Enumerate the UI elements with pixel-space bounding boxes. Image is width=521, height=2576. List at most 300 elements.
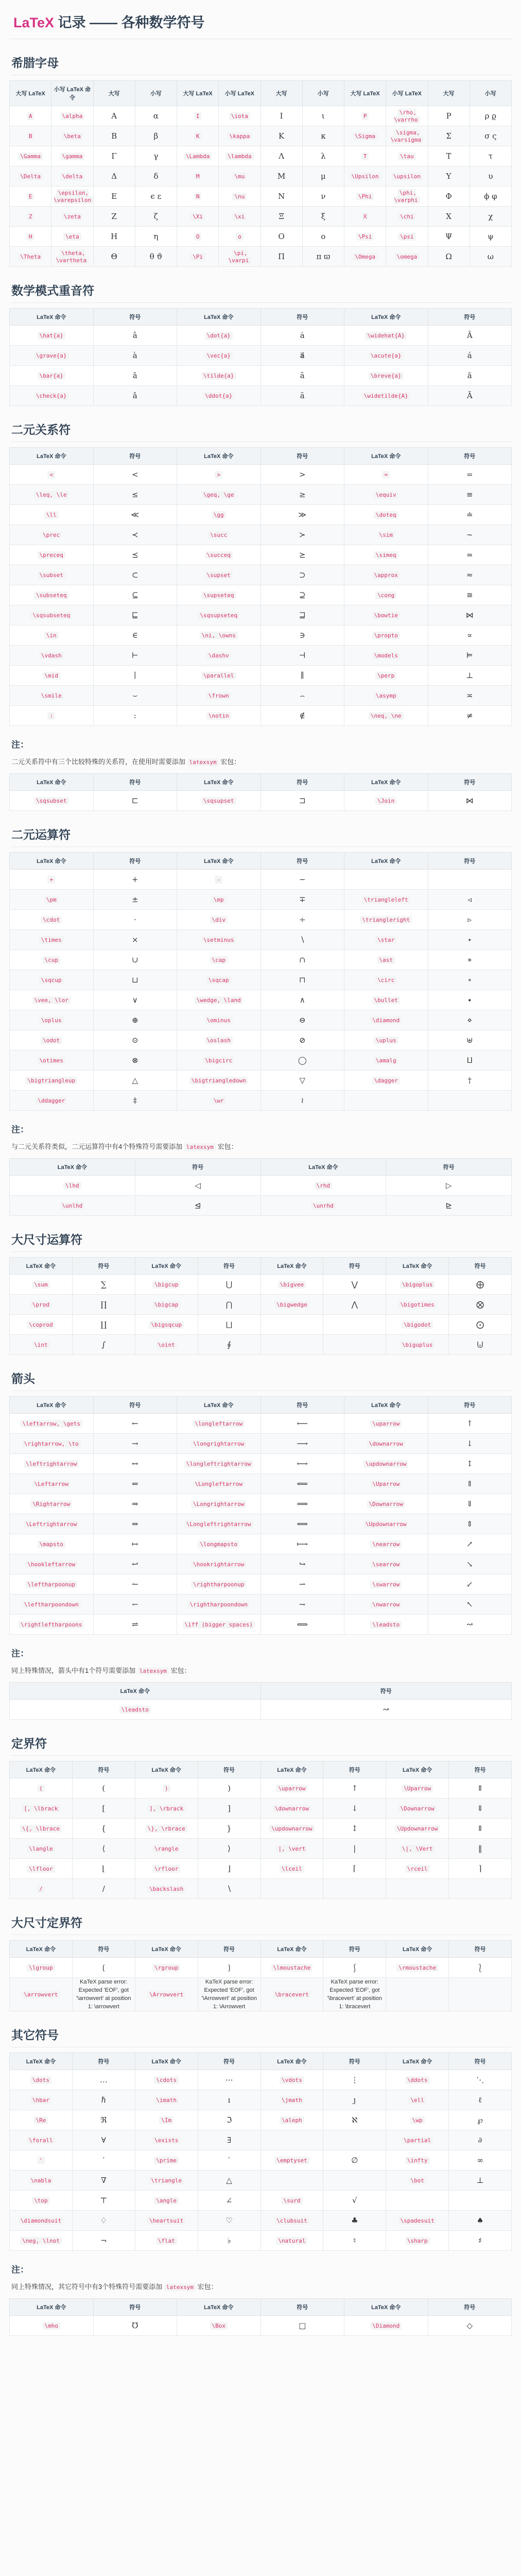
section-arrows: 箭头 (11, 1369, 512, 1391)
symbol-cell (260, 950, 344, 970)
symbol-glyph: η (153, 232, 159, 241)
symbol-cell (260, 1071, 344, 1091)
symbol-cell (428, 1071, 512, 1091)
latex-command: \oslash (205, 1037, 233, 1044)
column-header: 符号 (198, 2053, 260, 2070)
symbol-glyph: ϵ ε (150, 192, 162, 201)
latex-command: A (27, 112, 34, 120)
symbol-glyph: ◃ (467, 895, 472, 904)
symbol-glyph: : (133, 711, 136, 720)
header-row (10, 853, 512, 870)
command-cell (219, 207, 260, 227)
latex-command: < (47, 471, 55, 479)
latex-command: \nu (232, 193, 247, 200)
command-cell (386, 106, 428, 126)
latex-command: \odot (41, 1037, 62, 1044)
table-body (10, 106, 512, 267)
command-cell (344, 646, 428, 666)
symbol-glyph: ] (228, 1804, 231, 1813)
column-header: 小写 LaTeX (386, 81, 428, 106)
latex-command: \ddagger (36, 1097, 67, 1105)
command-cell (386, 1799, 449, 1819)
command-cell (344, 545, 428, 565)
command-cell (260, 2171, 323, 2191)
command-cell (135, 1819, 198, 1839)
symbol-glyph: ∋ (299, 631, 305, 640)
latex-command: \ominus (205, 1016, 233, 1024)
table-body (10, 2070, 512, 2251)
command-cell (177, 1514, 261, 1534)
symbol-cell (323, 1839, 386, 1859)
symbol-glyph: ≅ (466, 590, 473, 600)
symbol-cell (93, 646, 177, 666)
section-misc: 其它符号 (11, 2026, 512, 2047)
latex-command: \cdot (41, 916, 62, 924)
symbol-cell (323, 1978, 386, 2011)
command-cell (51, 187, 93, 207)
command-cell (10, 166, 51, 187)
symbol-cell (260, 386, 344, 406)
symbol-cell (428, 106, 470, 126)
symbol-cell (323, 1958, 386, 1978)
column-header: 符号 (198, 1941, 260, 1958)
command-cell (10, 890, 94, 910)
symbol-cell (260, 605, 344, 625)
command-cell (344, 950, 428, 970)
symbol-glyph: ⟨ (102, 1844, 106, 1853)
misc-table (9, 2053, 512, 2251)
symbol-glyph: Ο (278, 232, 285, 241)
column-header: LaTeX 命令 (344, 309, 428, 326)
command-cell (177, 990, 261, 1010)
symbol-cell (260, 525, 344, 545)
command-cell (10, 1434, 94, 1454)
symbol-cell (260, 1414, 344, 1434)
symbol-cell (93, 545, 177, 565)
symbol-cell (260, 565, 344, 585)
column-header: 符号 (428, 2299, 512, 2316)
latex-command: \Delta (18, 173, 43, 180)
column-header: LaTeX 命令 (177, 853, 261, 870)
command-cell (344, 1414, 428, 1434)
table-row (10, 1534, 512, 1554)
latex-command: \eta (63, 233, 81, 241)
command-cell (177, 146, 219, 166)
command-cell (386, 126, 428, 146)
latex-command: \jmath (280, 2096, 304, 2104)
symbol-cell (260, 326, 344, 346)
symbol-glyph: ı (228, 2095, 231, 2105)
latex-command: \mho (43, 2322, 61, 2330)
symbol-glyph: ⌋ (228, 1864, 231, 1873)
latex-command: \lceil (280, 1865, 304, 1873)
symbol-cell (323, 1295, 386, 1315)
command-cell (177, 1091, 261, 1111)
command-cell (260, 2211, 323, 2231)
symbol-cell (428, 227, 470, 247)
latex-command: \notin (206, 712, 231, 720)
latex-command: \aleph (280, 2116, 304, 2124)
command-cell (344, 207, 386, 227)
symbol-cell (260, 166, 302, 187)
command-cell (386, 1295, 449, 1315)
symbol-cell (198, 2231, 260, 2251)
greek-table (9, 80, 512, 267)
command-cell (10, 2316, 94, 2336)
symbol-cell (428, 791, 512, 811)
table-row (10, 585, 512, 605)
command-cell (135, 2211, 198, 2231)
symbol-glyph: ⟶ (297, 1439, 308, 1448)
command-cell (260, 1839, 323, 1859)
command-cell (177, 870, 261, 890)
command-cell (10, 1819, 73, 1839)
table-body (10, 2316, 512, 2336)
symbol-glyph: ⪰ (299, 550, 306, 560)
symbol-glyph: ′ (228, 2156, 230, 2165)
latex-command: \vec{a} (205, 352, 233, 360)
latex-command: \rfloor (152, 1865, 180, 1873)
column-header: LaTeX 命令 (386, 1761, 449, 1778)
table-body (10, 465, 512, 726)
symbol-glyph: ⊕ (131, 1015, 138, 1025)
column-header: LaTeX 命令 (260, 1159, 386, 1176)
symbol-glyph: ∐ (100, 1320, 107, 1329)
symbol-cell (93, 1050, 177, 1071)
symbol-glyph: Μ (277, 172, 286, 181)
table-row (10, 2070, 512, 2090)
symbol-glyph: ⇑ (466, 1479, 473, 1488)
symbol-cell (93, 1494, 177, 1514)
symbol-cell (135, 1196, 260, 1216)
latex-command: \arrowvert (22, 1991, 60, 1998)
command-cell (135, 1958, 198, 1978)
command-cell (10, 485, 94, 505)
symbol-glyph: Δ (111, 172, 117, 181)
latex-command: \rgroup (152, 1964, 180, 1972)
symbol-glyph: Γ (111, 151, 117, 161)
command-cell (51, 247, 93, 267)
symbol-cell (428, 890, 512, 910)
table-row (10, 890, 512, 910)
latex-command: \rightarrow, \to (22, 1440, 81, 1448)
symbol-glyph: ⊥ (476, 2176, 484, 2185)
symbol-glyph: ∖ (227, 1884, 232, 1893)
column-header: 小写 (135, 81, 177, 106)
latex-command: |, \vert (276, 1845, 307, 1853)
symbol-cell (449, 2171, 512, 2191)
symbol-cell (260, 970, 344, 990)
command-cell (177, 950, 261, 970)
column-header: LaTeX 命令 (386, 1941, 449, 1958)
command-cell (135, 1335, 198, 1355)
table-row (10, 1176, 512, 1196)
symbol-glyph: ⇕ (466, 1519, 473, 1529)
latex-command: \Omega (353, 253, 377, 261)
symbol-cell (428, 465, 512, 485)
symbol-cell (198, 1978, 260, 2011)
symbol-glyph: ≠ (466, 711, 473, 720)
command-cell (10, 2110, 73, 2130)
symbol-cell (470, 187, 511, 207)
command-cell (344, 625, 428, 646)
symbol-glyph: ⟵ (297, 1419, 308, 1428)
symbol-cell (198, 1275, 260, 1295)
symbol-cell (198, 1778, 260, 1799)
latex-command: O (194, 233, 202, 241)
command-cell (10, 2090, 73, 2110)
command-cell (219, 187, 260, 207)
symbol-glyph: ≡ (466, 490, 473, 499)
symbol-glyph: β (153, 131, 159, 141)
symbol-glyph: μ (321, 172, 326, 181)
symbol-cell (449, 2211, 512, 2231)
table-row (10, 1335, 512, 1355)
symbol-cell (386, 1176, 512, 1196)
command-cell (344, 106, 386, 126)
symbol-glyph: ∝ (467, 631, 473, 640)
symbol-glyph: ≐ (466, 510, 473, 519)
column-header: 符号 (323, 1941, 386, 1958)
symbol-cell (428, 525, 512, 545)
latex-command: \triangle (149, 2177, 184, 2184)
symbol-cell (93, 950, 177, 970)
table-row (10, 1295, 512, 1315)
command-cell (260, 2130, 323, 2150)
latex-command: \mp (212, 896, 226, 904)
symbol-glyph: ⟼ (297, 1539, 308, 1549)
symbol-glyph: ↗ (466, 1539, 473, 1549)
symbol-cell (260, 106, 302, 126)
table-header (10, 1683, 512, 1700)
symbol-cell (428, 1494, 512, 1514)
table-body (10, 791, 512, 811)
symbol-cell (93, 1534, 177, 1554)
latex-command: \Join (375, 797, 396, 805)
symbol-cell (93, 990, 177, 1010)
symbol-glyph: ⟹ (297, 1499, 308, 1509)
symbol-cell (428, 207, 470, 227)
command-cell (10, 791, 94, 811)
table-row (10, 910, 512, 930)
symbol-cell (428, 1474, 512, 1494)
latex-command: / (37, 1885, 45, 1893)
command-cell (260, 2191, 323, 2211)
symbol-glyph: ∞ (477, 2156, 483, 2165)
command-cell (135, 1778, 198, 1799)
symbol-glyph: ⊙ (131, 1036, 138, 1045)
column-header: 大写 (260, 81, 302, 106)
column-header: LaTeX 命令 (10, 1397, 94, 1414)
symbol-cell (428, 666, 512, 686)
symbol-cell (302, 106, 344, 126)
latex-command: \succ (208, 531, 229, 539)
command-cell (344, 1554, 428, 1574)
symbol-cell (260, 666, 344, 686)
symbol-glyph: ◁ (195, 1181, 201, 1190)
column-header: LaTeX 命令 (10, 1159, 135, 1176)
symbol-glyph: ⊎ (466, 1036, 473, 1045)
table-row (10, 326, 512, 346)
command-cell (10, 1474, 94, 1494)
symbol-cell (323, 2171, 386, 2191)
symbol-cell (470, 126, 511, 146)
latex-command: \Updownarrow (395, 1825, 440, 1833)
symbol-cell (260, 791, 344, 811)
symbol-glyph: ↖ (466, 1600, 473, 1609)
command-cell (10, 605, 94, 625)
column-header: LaTeX 命令 (10, 774, 94, 791)
command-cell (177, 247, 219, 267)
command-cell (177, 187, 219, 207)
symbol-cell (93, 870, 177, 890)
latex-command: \longleftrightarrow (184, 1460, 253, 1468)
package-name: latexsym (137, 1667, 169, 1675)
latex-command: \neq, \ne (369, 712, 404, 720)
command-cell (10, 326, 94, 346)
symbol-cell (428, 2316, 512, 2336)
symbol-cell (260, 910, 344, 930)
symbol-glyph: ∓ (299, 895, 306, 904)
symbol-cell (428, 1434, 512, 1454)
symbol-glyph: | (353, 1844, 356, 1853)
command-cell (10, 625, 94, 646)
symbol-glyph: ≪ (131, 510, 140, 519)
column-header: 符号 (72, 1941, 135, 1958)
latex-command: \in (44, 632, 59, 639)
symbol-glyph: ↼ (131, 1580, 138, 1589)
command-cell (10, 1414, 94, 1434)
symbol-cell (428, 1010, 512, 1030)
command-cell (344, 1030, 428, 1050)
symbol-glyph: ≺ (131, 530, 138, 539)
command-cell (177, 706, 261, 726)
latex-command: ( (37, 1785, 45, 1792)
command-cell (177, 646, 261, 666)
column-header: LaTeX 命令 (135, 1941, 198, 1958)
latex-command: \cdots (154, 2076, 179, 2084)
command-cell (135, 2090, 198, 2110)
symbol-glyph: ∧ (299, 995, 305, 1005)
latex-command: \supset (205, 571, 233, 579)
symbol-cell (198, 2090, 260, 2110)
symbol-glyph: ⨆ (226, 1320, 233, 1329)
symbol-glyph: ∼ (466, 530, 473, 539)
symbol-cell (260, 346, 344, 366)
symbol-glyph: Θ (111, 252, 117, 261)
symbol-glyph: ā (132, 371, 137, 380)
table-row (10, 1275, 512, 1295)
command-cell (260, 1315, 323, 1335)
command-cell (10, 126, 51, 146)
symbol-cell (323, 1859, 386, 1879)
symbol-glyph: ⋁ (351, 1280, 358, 1289)
command-cell (260, 1196, 386, 1216)
symbol-glyph: Ã (466, 391, 473, 400)
command-cell (10, 706, 94, 726)
symbol-cell (449, 2090, 512, 2110)
column-header: 符号 (449, 1941, 512, 1958)
command-cell (177, 1595, 261, 1615)
command-cell (10, 2130, 73, 2150)
latex-command: \dots (30, 2076, 51, 2084)
command-cell (260, 1859, 323, 1879)
latex-command: \cup (43, 956, 61, 964)
table-row (10, 366, 512, 386)
table-row (10, 666, 512, 686)
column-header: 大写 (428, 81, 470, 106)
header-row (10, 774, 512, 791)
section-big-delimiters: 大尺寸定界符 (11, 1913, 512, 1935)
symbol-glyph: ℑ (226, 2115, 232, 2125)
command-cell (344, 1474, 428, 1494)
table-row (10, 1700, 512, 1720)
command-cell (135, 1978, 198, 2011)
symbol-glyph: ⇌ (131, 1620, 138, 1629)
symbol-glyph: ⊴ (194, 1201, 201, 1210)
symbol-cell (323, 2130, 386, 2150)
symbol-cell (323, 1879, 386, 1899)
column-header: 符号 (449, 2053, 512, 2070)
column-header: 符号 (323, 2053, 386, 2070)
latex-command: \dashv (206, 652, 231, 659)
symbol-cell (260, 870, 344, 890)
latex-command: \omega (395, 253, 420, 261)
command-cell (177, 910, 261, 930)
column-header: 大写 LaTeX (344, 81, 386, 106)
symbol-cell (260, 545, 344, 565)
symbol-cell (260, 1700, 512, 1720)
command-cell (386, 146, 428, 166)
latex-command: \Leftrightarrow (24, 1520, 79, 1528)
latex-command: \downarrow (367, 1440, 405, 1448)
symbol-glyph: δ (153, 172, 159, 181)
symbol-cell (93, 166, 135, 187)
symbol-glyph: υ (488, 172, 493, 181)
symbol-glyph: Ω (445, 252, 452, 261)
command-cell (177, 1050, 261, 1071)
symbol-cell (428, 1574, 512, 1595)
latex-command: Z (27, 213, 34, 221)
latex-command: \bigodot (402, 1321, 433, 1329)
symbol-glyph: ⇁ (299, 1600, 306, 1609)
command-cell (260, 1978, 323, 2011)
table-row (10, 1010, 512, 1030)
latex-command: \uparrow (276, 1785, 307, 1792)
latex-command: \hat{a} (38, 332, 65, 340)
command-cell (386, 1335, 449, 1355)
column-header: LaTeX 命令 (135, 1258, 198, 1275)
symbol-glyph: ℜ (100, 2115, 107, 2125)
note-text: 与二元关系符类似，二元运算符中有4个特殊符号需要添加 latexsym 宏包： (11, 1143, 238, 1150)
symbol-cell (93, 585, 177, 605)
katex-error-text: KaTeX parse error: Expected 'EOF', got '\Arrowvert' at position 1: \Arrowvert (201, 1979, 257, 2010)
symbol-glyph: ∮ (227, 1340, 231, 1349)
command-cell (135, 1859, 198, 1879)
bigops-table (9, 1257, 512, 1355)
command-cell (260, 1799, 323, 1819)
latex-command: \surd (281, 2197, 302, 2205)
symbol-cell (428, 950, 512, 970)
symbol-cell (72, 1978, 135, 2011)
latex-command: ' (37, 2157, 45, 2164)
command-cell (177, 1414, 261, 1434)
command-cell (260, 1778, 323, 1799)
symbol-cell (135, 227, 177, 247)
symbol-cell (198, 2171, 260, 2191)
table-row (10, 2316, 512, 2336)
latex-command: \lgroup (27, 1964, 55, 1972)
